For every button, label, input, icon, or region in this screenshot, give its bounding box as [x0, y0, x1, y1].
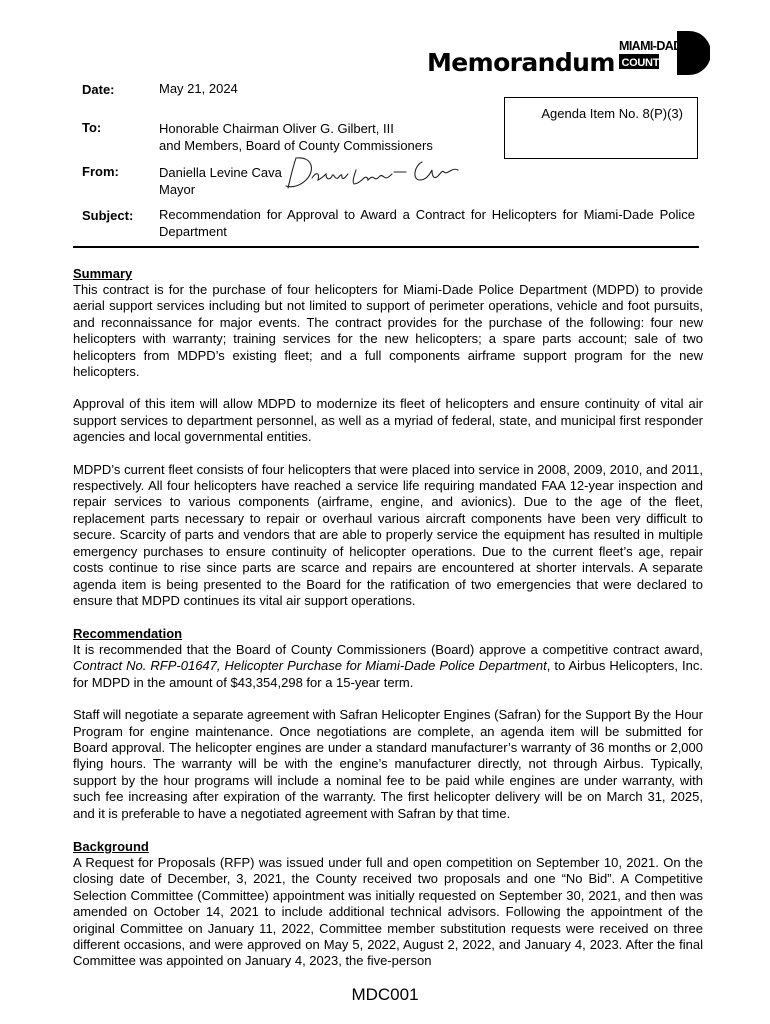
summary-paragraph-1: This contract is for the purchase of four helicopters for Miami-Dade Police Department (MDPD) to provide aerial support services including but not limited to support of perimeter operations, vehicle and foot pursuits, and reconnaissance for major events. The contract provides for the purchase of the following: four new helicopters with warranty; training services for the new helicopters; a spare parts account; sale of two helicopters from MDPD’s existing fleet; and a full components airframe support program for the new helicopters. — [73, 282, 703, 380]
to-line1: Honorable Chairman Oliver G. Gilbert, III — [159, 121, 394, 136]
recommendation-heading: Recommendation — [73, 626, 183, 641]
logo-line2: COUNTY — [621, 57, 667, 69]
to-label: To: — [82, 120, 102, 135]
background-section — [73, 839, 703, 970]
to-value — [159, 120, 433, 154]
recommendation-paragraph-1 — [73, 642, 703, 691]
logo-line1: MIAMI-DADE — [619, 39, 690, 53]
from-value — [159, 164, 282, 198]
date-label: Date: — [82, 82, 115, 97]
summary-heading: Summary — [73, 266, 133, 281]
recommendation-section — [73, 626, 703, 822]
subject-value: Recommendation for Approval to Award a Contract for Helicopters for Miami-Dade Police Department — [159, 207, 695, 239]
to-line2: and Members, Board of County Commissioners — [159, 138, 433, 153]
document-code: MDC001 — [351, 985, 419, 1004]
agenda-item-number: Agenda Item No. 8(P)(3) — [541, 106, 683, 121]
background-paragraph-1: A Request for Proposals (RFP) was issued under full and open competition on September 10, 2021. On the closing date of December, 3, 2021, the County received two proposals and one “No Bid”. A Competitive Selection Committee (Committee) appointment was initially requested on September 30, 2021, and then was amended on October 14, 2021 to include additional technical advisors. Following the appointment of the original Committee on January 11, 2022, Committee member substitution requests were received on three different occasions, and were approved on May 5, 2022, August 2, 2022, and January 4, 2023. After the final Committee was appointed on January 4, 2023, the five-person — [73, 855, 703, 969]
from-label: From: — [82, 164, 119, 179]
from-line1: Daniella Levine Cava — [159, 165, 282, 180]
summary-paragraph-3: MDPD’s current fleet consists of four helicopters that were placed into service in 2008, 2009, 2010, and 2011, respectively. All four helicopters have reached a service life requiring mandated FAA 12-year inspection and repair services to various components (airframe, engine, and avionics). Due to the age of the fleet, replacement parts necessary to repair or overhaul various aircraft components have been very difficult to secure. Scarcity of parts and vendors that are able to properly service the equipment has resulted in multiple emergency purchases to ensure continuity of helicopter operations. Due to the current fleet’s age, repair costs continue to rise since parts are scarce and repairs are encountered at shorter intervals. A separate agenda item is being presented to the Board for the ratification of two emergencies that were declared to ensure that MDPD continues its vital air support operations. — [73, 461, 703, 608]
recommendation-paragraph-2: Staff will negotiate a separate agreement with Safran Helicopter Engines (Safran) for the Support By the Hour Program for engine maintenance. Once negotiations are complete, an agenda item will be submitted for Board approval. The helicopter engines are under a standard manufacturer’s warranty of 36 months or 2,000 flying hours. The warranty will be with the engine’s manufacturer directly, not through Airbus. Typically, support by the hour programs will include a nominal fee to be paid while engines are under warranty, with such fee increasing after expiration of the warranty. The first helicopter delivery will be on March 31, 2025, and it is preferable to have a negotiated agreement with Safran by that time. — [73, 707, 703, 821]
summary-section — [73, 266, 703, 609]
miami-dade-county-logo — [617, 31, 710, 75]
header-divider — [73, 246, 699, 248]
recommendation-p1-start: It is recommended that the Board of County Commissioners (Board) approve a competitive contract award, — [73, 642, 703, 657]
date-value: May 21, 2024 — [159, 81, 238, 96]
summary-paragraph-2: Approval of this item will allow MDPD to modernize its fleet of helicopters and ensure continuity of vital air support services to department personnel, as well as a myriad of federal, state, and municipal first responder agencies and local governmental entities. — [73, 396, 703, 445]
from-line2: Mayor — [159, 182, 196, 197]
subject-label: Subject: — [82, 208, 134, 223]
recommendation-p1-end: , to Airbus Helicopters, Inc. for MDPD in the amount of $43,354,298 for a 15-year term. — [73, 658, 703, 690]
mayor-signature — [282, 150, 462, 192]
memo-title: Memorandum — [427, 48, 615, 77]
contract-title: Contract No. RFP-01647, Helicopter Purchase for Miami-Dade Police Department — [73, 658, 547, 674]
agenda-item-box — [504, 97, 698, 159]
background-heading: Background — [73, 839, 149, 854]
